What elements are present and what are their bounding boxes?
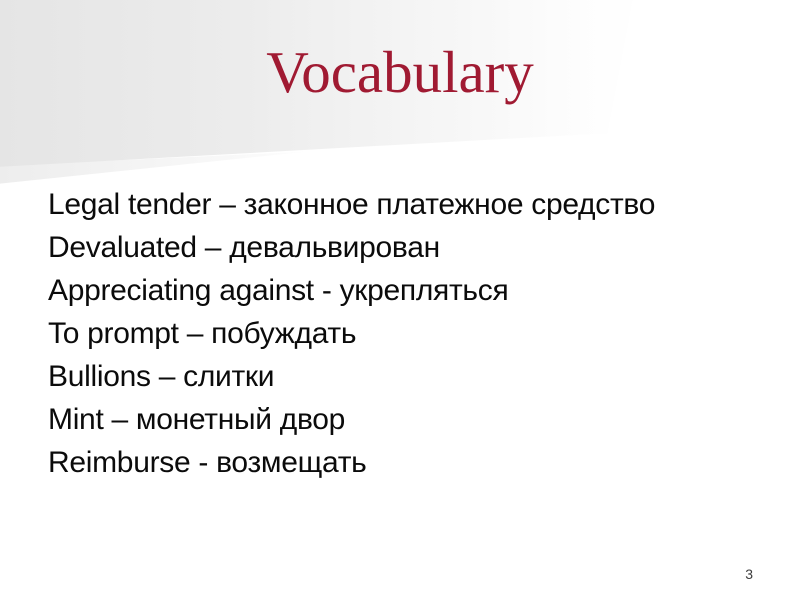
page-number: 3 bbox=[745, 566, 753, 582]
vocabulary-line: Bullions – слитки bbox=[48, 360, 275, 393]
slide-title: Vocabulary bbox=[266, 39, 534, 105]
vocabulary-list bbox=[48, 183, 770, 484]
vocabulary-line: Mint – монетный двор bbox=[48, 403, 346, 436]
vocabulary-line: Legal tender – законное платежное средство bbox=[48, 188, 656, 221]
vocabulary-line: Reimburse - возмещать bbox=[48, 446, 367, 479]
vocabulary-line: Devaluated – девальвирован bbox=[48, 231, 440, 264]
vocabulary-line: To prompt – побуждать bbox=[48, 317, 357, 350]
vocabulary-line: Appreciating against - укрепляться bbox=[48, 274, 509, 307]
